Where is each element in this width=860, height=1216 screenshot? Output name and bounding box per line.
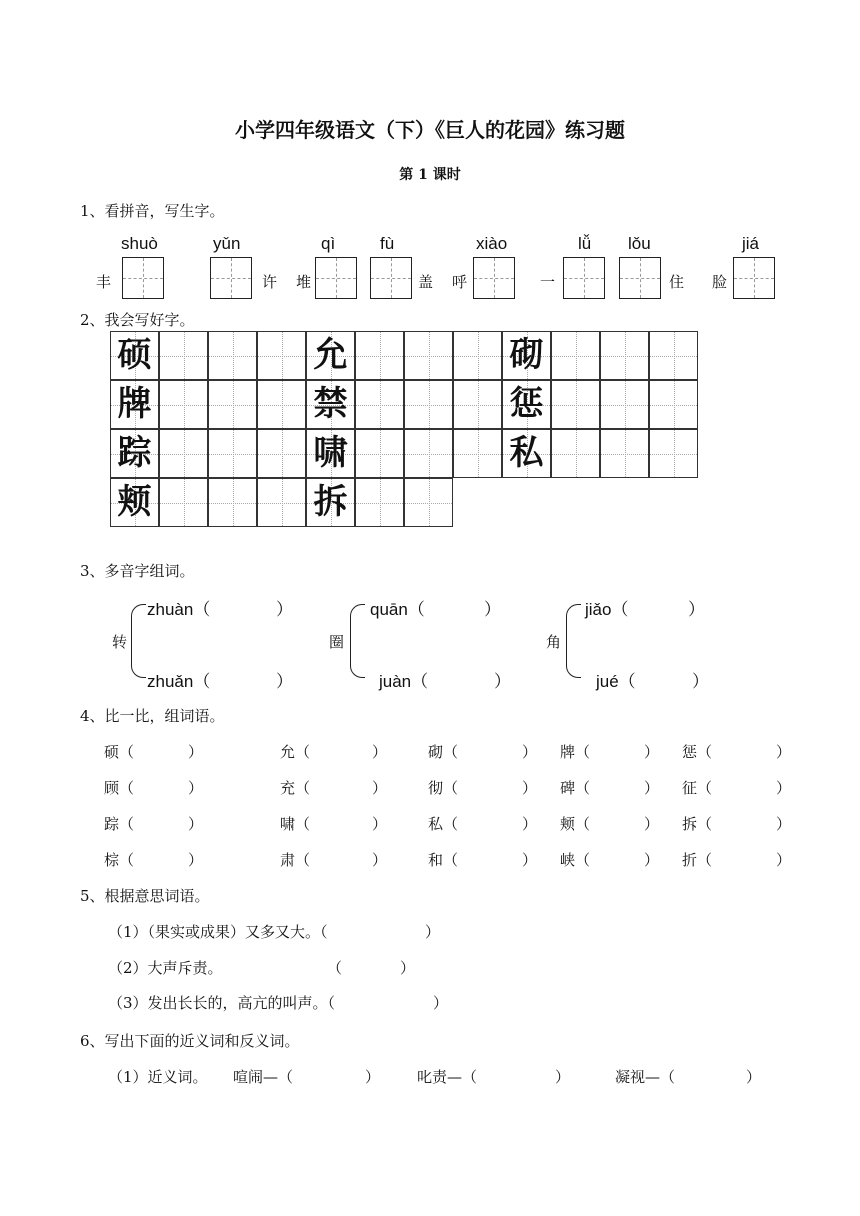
pinyin-option: jiǎo（	[585, 600, 629, 619]
paren-close: ）	[522, 779, 538, 797]
paren-close: ）	[276, 672, 293, 691]
model-char: 颊	[117, 482, 152, 522]
q5-heading: 5、根据意思词语。	[80, 887, 210, 905]
grid-cell[interactable]	[404, 380, 453, 429]
grid-cell[interactable]	[257, 380, 306, 429]
model-char: 禁	[313, 384, 348, 424]
paren-close: ）	[188, 779, 204, 797]
grid-cell	[502, 380, 551, 429]
paren-close: ）	[276, 600, 293, 619]
meaning-item: （2）大声斥责。	[108, 959, 223, 977]
grid-cell[interactable]	[649, 429, 698, 478]
write-box[interactable]	[563, 257, 605, 299]
page-title: 小学四年级语文（下）《巨人的花园》练习题	[235, 118, 625, 142]
grid-cell[interactable]	[355, 380, 404, 429]
compare-char: 和（	[428, 851, 459, 869]
grid-cell[interactable]	[208, 380, 257, 429]
context-char: 丰	[96, 273, 112, 291]
paren-close: ）	[644, 743, 660, 761]
grid-cell[interactable]	[208, 331, 257, 380]
q1-heading: 1、看拼音，写生字。	[80, 202, 225, 220]
pinyin-option: quān（	[370, 600, 425, 619]
compare-char: 颊（	[560, 815, 591, 833]
brace-icon	[566, 604, 581, 678]
paren-close: ）	[776, 743, 792, 761]
paren-close: ）	[365, 1068, 381, 1086]
compare-char: 棕（	[104, 851, 135, 869]
model-char: 硕	[117, 335, 152, 375]
grid-cell[interactable]	[159, 478, 208, 527]
paren-close: ）	[776, 779, 792, 797]
pinyin-option: zhuǎn（	[147, 672, 211, 691]
compare-char: 私（	[428, 815, 459, 833]
paren-close: ）	[400, 959, 416, 977]
compare-char: 允（	[280, 743, 311, 761]
write-box[interactable]	[619, 257, 661, 299]
grid-cell[interactable]	[404, 429, 453, 478]
grid-cell[interactable]	[453, 331, 502, 380]
paren-close: ）	[372, 851, 388, 869]
grid-cell[interactable]	[649, 331, 698, 380]
write-box[interactable]	[473, 257, 515, 299]
context-char: 盖	[418, 273, 434, 291]
paren-close: ）	[522, 743, 538, 761]
grid-cell[interactable]	[551, 331, 600, 380]
grid-cell[interactable]	[453, 429, 502, 478]
grid-cell[interactable]	[208, 478, 257, 527]
write-box[interactable]	[370, 257, 412, 299]
paren-close: ）	[188, 851, 204, 869]
grid-cell[interactable]	[551, 380, 600, 429]
paren-close: ）	[746, 1068, 762, 1086]
meaning-item: （3）发出长长的，高亢的叫声。（	[108, 994, 336, 1012]
grid-cell[interactable]	[355, 331, 404, 380]
grid-cell[interactable]	[404, 478, 453, 527]
polyphone-char: 角	[546, 633, 562, 651]
grid-cell	[306, 331, 355, 380]
page-subtitle: 第 1 课时	[399, 167, 461, 183]
pinyin-option: juàn（	[379, 672, 429, 691]
compare-char: 彻（	[428, 779, 459, 797]
paren-close: ）	[776, 815, 792, 833]
grid-cell[interactable]	[600, 429, 649, 478]
paren-close: ）	[372, 743, 388, 761]
grid-cell	[306, 429, 355, 478]
compare-char: 牌（	[560, 743, 591, 761]
grid-cell[interactable]	[257, 331, 306, 380]
grid-cell[interactable]	[649, 380, 698, 429]
paren-close: ）	[688, 600, 705, 619]
pinyin: jiá	[742, 234, 760, 253]
paren-close: ）	[188, 815, 204, 833]
grid-cell[interactable]	[257, 429, 306, 478]
paren-close: ）	[776, 851, 792, 869]
compare-char: 肃（	[280, 851, 311, 869]
paren-close: ）	[522, 815, 538, 833]
pinyin: shuò	[121, 234, 158, 253]
model-char: 踪	[117, 433, 152, 473]
model-char: 拆	[313, 482, 348, 522]
grid-cell[interactable]	[208, 429, 257, 478]
compare-char: 折（	[682, 851, 713, 869]
pinyin: xiào	[476, 234, 508, 253]
model-char: 允	[313, 335, 348, 375]
grid-cell	[110, 331, 159, 380]
synonym-word: 喧闹—（	[233, 1068, 294, 1086]
brace-icon	[131, 604, 146, 678]
context-char: 呼	[452, 273, 468, 291]
pinyin-option: jué（	[596, 672, 636, 691]
compare-char: 啸（	[280, 815, 311, 833]
paren-close: ）	[644, 815, 660, 833]
grid-cell	[110, 478, 159, 527]
compare-char: 惩（	[682, 743, 713, 761]
paren-close: ）	[692, 672, 709, 691]
model-char: 惩	[509, 384, 544, 424]
paren-close: ）	[555, 1068, 571, 1086]
compare-char: 拆（	[682, 815, 713, 833]
q3-heading: 3、多音字组词。	[80, 562, 195, 580]
brace-icon	[350, 604, 365, 678]
paren-close: ）	[522, 851, 538, 869]
context-char: 一	[540, 273, 556, 291]
pinyin: lǒu	[628, 234, 651, 253]
paren-close: ）	[644, 779, 660, 797]
grid-cell	[502, 331, 551, 380]
synonym-word: 凝视—（	[615, 1068, 676, 1086]
paren-close: ）	[372, 815, 388, 833]
grid-cell[interactable]	[404, 331, 453, 380]
grid-cell	[110, 429, 159, 478]
q6-heading: 6、写出下面的近义词和反义词。	[80, 1032, 300, 1050]
paren-close: ）	[372, 779, 388, 797]
context-char: 脸	[712, 273, 728, 291]
meaning-item: （1）（果实或成果）又多又大。（	[108, 923, 328, 941]
compare-char: 征（	[682, 779, 713, 797]
compare-char: 碑（	[560, 779, 591, 797]
write-box[interactable]	[210, 257, 252, 299]
synonym-word: 叱责—（	[417, 1068, 478, 1086]
compare-char: 充（	[280, 779, 311, 797]
model-char: 私	[509, 433, 544, 473]
grid-cell[interactable]	[159, 331, 208, 380]
pinyin-option: zhuàn（	[147, 600, 211, 619]
context-char: 堆	[296, 273, 312, 291]
model-char: 砌	[509, 335, 544, 375]
compare-char: 踪（	[104, 815, 135, 833]
pinyin: fù	[380, 234, 395, 253]
pinyin: qì	[321, 234, 336, 253]
paren-close: ）	[644, 851, 660, 869]
synonym-label: （1）近义词。	[108, 1068, 208, 1086]
compare-char: 砌（	[428, 743, 459, 761]
write-box[interactable]	[315, 257, 357, 299]
grid-cell[interactable]	[355, 429, 404, 478]
paren-close: ）	[433, 994, 449, 1012]
pinyin: lǚ	[578, 234, 592, 253]
context-char: 住	[669, 273, 685, 291]
pinyin: yǔn	[213, 234, 241, 253]
grid-cell[interactable]	[600, 380, 649, 429]
grid-cell	[502, 429, 551, 478]
write-box[interactable]	[122, 257, 164, 299]
q4-heading: 4、比一比，组词语。	[80, 707, 225, 725]
write-box[interactable]	[733, 257, 775, 299]
grid-cell[interactable]	[355, 478, 404, 527]
context-char: 许	[262, 273, 278, 291]
paren-close: ）	[425, 923, 441, 941]
grid-cell[interactable]	[453, 380, 502, 429]
q2-heading: 2、我会写好字。	[80, 311, 195, 329]
grid-cell	[110, 380, 159, 429]
grid-cell	[306, 380, 355, 429]
compare-char: 硕（	[104, 743, 135, 761]
grid-cell[interactable]	[159, 429, 208, 478]
polyphone-char: 圈	[329, 633, 345, 651]
paren-open: （	[327, 959, 343, 977]
grid-cell[interactable]	[159, 380, 208, 429]
paren-close: ）	[494, 672, 511, 691]
grid-cell	[306, 478, 355, 527]
model-char: 牌	[117, 384, 152, 424]
polyphone-char: 转	[112, 633, 128, 651]
grid-cell[interactable]	[600, 331, 649, 380]
compare-char: 峡（	[560, 851, 591, 869]
grid-cell[interactable]	[551, 429, 600, 478]
grid-cell[interactable]	[257, 478, 306, 527]
paren-close: ）	[484, 600, 501, 619]
compare-char: 顾（	[104, 779, 135, 797]
paren-close: ）	[188, 743, 204, 761]
model-char: 啸	[313, 433, 348, 473]
